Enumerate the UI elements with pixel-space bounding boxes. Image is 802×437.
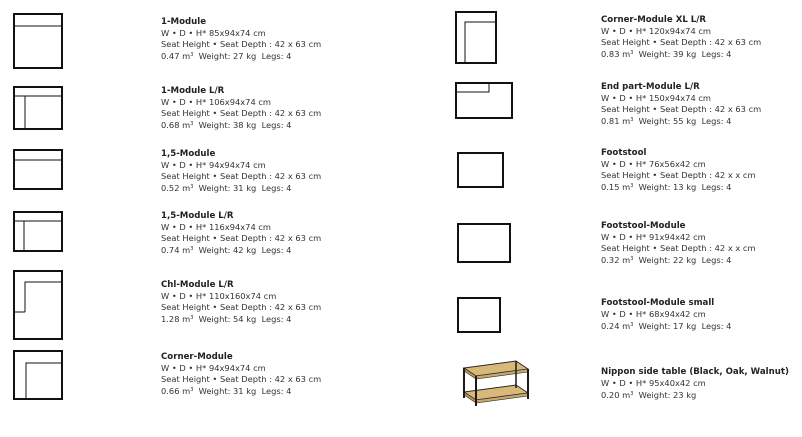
product-seat: Seat Height • Seat Depth : 42 x 63 cm [161, 374, 322, 385]
footstool-module-icon [457, 223, 511, 263]
corner-module-xl-icon [455, 11, 497, 64]
product-seat: Seat Height • Seat Depth : 42 x 63 cm [601, 104, 762, 115]
product-dimensions: W • D • H* 76x56x42 cm [601, 159, 706, 169]
product-seat: Seat Height • Seat Depth : 42 x 63 cm [161, 302, 322, 313]
product-volume-weight: 0.74 $m^3$ Weight: 42 kg Legs: 4 [161, 245, 292, 256]
product-dimensions: W • D • H* 91x94x42 cm [601, 232, 706, 242]
product-name: Footstool [601, 148, 647, 158]
1-5-module-lr-icon [13, 211, 63, 252]
product-dimensions: W • D • H* 120x94x74 cm [601, 26, 712, 36]
product-dimensions: W • D • H* 150x94x74 cm [601, 93, 712, 103]
product-name: Nippon side table (Black, Oak, Walnut) [601, 367, 789, 377]
product-name: Footstool-Module [601, 221, 686, 231]
product-volume-weight: 0.52 $m^3$ Weight: 31 kg Legs: 4 [161, 183, 292, 194]
product-name: 1-Module [161, 17, 207, 27]
product-name: End part-Module L/R [601, 82, 700, 92]
end-part-module-icon [455, 82, 513, 119]
product-seat: Seat Height • Seat Depth : 42 x 63 cm [161, 108, 322, 119]
product-dimensions: W • D • H* 68x94x42 cm [601, 309, 706, 319]
footstool-icon [457, 152, 504, 188]
1-module-icon [13, 13, 63, 69]
product-volume-weight: 0.81 $m^3$ Weight: 55 kg Legs: 4 [601, 116, 732, 127]
product-volume-weight: 0.20 $m^3$ Weight: 23 kg [601, 390, 697, 401]
product-volume-weight: 0.66 $m^3$ Weight: 31 kg Legs: 4 [161, 386, 292, 397]
product-name: 1-Module L/R [161, 86, 225, 96]
product-name: Footstool-Module small [601, 298, 715, 308]
product-dimensions: W • D • H* 95x40x42 cm [601, 378, 706, 388]
product-dimensions: W • D • H* 106x94x74 cm [161, 97, 272, 107]
product-volume-weight: 0.24 $m^3$ Weight: 17 kg Legs: 4 [601, 321, 732, 332]
product-name: Corner-Module XL L/R [601, 15, 707, 25]
product-dimensions: W • D • H* 110x160x74 cm [161, 291, 277, 301]
footstool-module-small-icon [457, 297, 501, 333]
product-seat: Seat Height • Seat Depth : 42 x x cm [601, 243, 756, 254]
product-volume-weight: 1.28 $m^3$ Weight: 54 kg Legs: 4 [161, 314, 292, 325]
product-volume-weight: 0.15 $m^3$ Weight: 13 kg Legs: 4 [601, 182, 732, 193]
product-dimensions: W • D • H* 85x94x74 cm [161, 28, 266, 38]
product-volume-weight: 0.32 $m^3$ Weight: 22 kg Legs: 4 [601, 255, 732, 266]
side-table-icon [458, 358, 530, 408]
1-module-lr-icon [13, 86, 63, 130]
product-volume-weight: 0.83 $m^3$ Weight: 39 kg Legs: 4 [601, 49, 732, 60]
product-volume-weight: 0.68 $m^3$ Weight: 38 kg Legs: 4 [161, 120, 292, 131]
product-seat: Seat Height • Seat Depth : 42 x 63 cm [161, 39, 322, 50]
product-seat: Seat Height • Seat Depth : 42 x x cm [601, 170, 756, 181]
product-dimensions: W • D • H* 116x94x74 cm [161, 222, 272, 232]
1-5-module-icon [13, 149, 63, 190]
product-dimensions: W • D • H* 94x94x74 cm [161, 160, 266, 170]
product-seat: Seat Height • Seat Depth : 42 x 63 cm [161, 233, 322, 244]
corner-module-icon [13, 350, 63, 400]
product-name: 1,5-Module L/R [161, 211, 234, 221]
chl-module-lr-icon [13, 270, 63, 340]
product-name: Corner-Module [161, 352, 233, 362]
product-seat: Seat Height • Seat Depth : 42 x 63 cm [601, 37, 762, 48]
product-dimensions: W • D • H* 94x94x74 cm [161, 363, 266, 373]
product-seat: Seat Height • Seat Depth : 42 x 63 cm [161, 171, 322, 182]
product-volume-weight: 0.47 $m^3$ Weight: 27 kg Legs: 4 [161, 51, 292, 62]
product-name: 1,5-Module [161, 149, 216, 159]
product-name: Chl-Module L/R [161, 280, 234, 290]
